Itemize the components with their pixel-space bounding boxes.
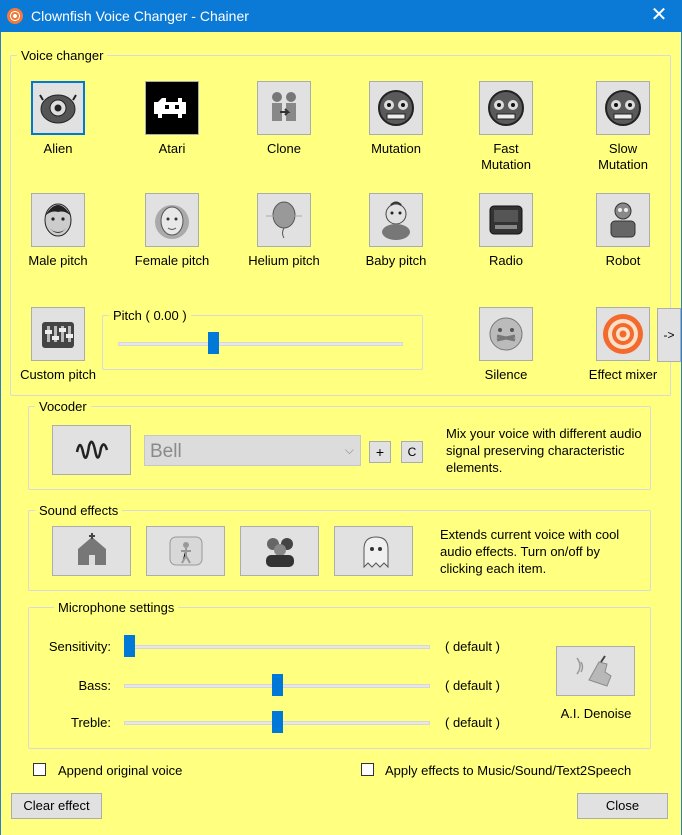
voice-effect-label: Atari xyxy=(158,141,186,156)
vocoder-toggle-button[interactable] xyxy=(52,425,131,475)
voice-effect-robot[interactable] xyxy=(568,193,678,269)
radio-button[interactable] xyxy=(479,193,533,247)
sensitivity-default-text: ( default ) xyxy=(445,639,500,654)
voice-effect-label: Radio xyxy=(489,253,523,268)
vocoder-clear-button[interactable]: C xyxy=(401,441,423,463)
crowd-effect-button[interactable] xyxy=(240,526,319,576)
voice-effect-label: Slow Mutation xyxy=(598,141,648,172)
bass-slider-thumb[interactable] xyxy=(272,674,283,696)
apply-effects-label: Apply effects to Music/Sound/Text2Speech xyxy=(385,763,632,778)
male-face-icon xyxy=(38,200,78,240)
voice-effect-clone[interactable] xyxy=(229,81,339,157)
voice-effect-fast-mutation[interactable] xyxy=(451,81,561,173)
voice-effect-male-pitch[interactable] xyxy=(3,193,113,269)
ai-denoise-button[interactable] xyxy=(556,646,635,696)
vocoder-legend: Vocoder xyxy=(39,399,87,414)
effect-mixer-button[interactable] xyxy=(596,307,650,361)
cave-icon xyxy=(166,533,206,569)
robot-icon xyxy=(603,200,643,240)
voice-effect-label: Clone xyxy=(267,141,301,156)
bass-default-text: ( default ) xyxy=(445,678,500,693)
robot-button[interactable] xyxy=(596,193,650,247)
denoise-icon xyxy=(573,652,619,690)
clone-icon xyxy=(264,88,304,128)
muted-face-icon xyxy=(486,314,526,354)
atari-button[interactable] xyxy=(145,81,199,135)
female-face-icon xyxy=(152,200,192,240)
voice-effect-atari[interactable] xyxy=(117,81,227,157)
sensitivity-label: Sensitivity: xyxy=(48,639,111,654)
baby-icon xyxy=(376,200,416,240)
baby-pitch-button[interactable] xyxy=(369,193,423,247)
voice-effect-label: Helium pitch xyxy=(248,253,320,268)
mutation-button[interactable] xyxy=(369,81,423,135)
vocoder-signal-select[interactable] xyxy=(144,435,361,466)
sensitivity-slider-thumb[interactable] xyxy=(124,635,135,657)
voice-effect-label: Effect mixer xyxy=(588,367,658,382)
voice-effect-silence[interactable] xyxy=(451,307,561,383)
voice-effect-female-pitch[interactable] xyxy=(117,193,227,269)
space-invader-icon xyxy=(146,82,198,134)
ghost-icon xyxy=(354,533,394,569)
dialog-body xyxy=(0,32,682,835)
balloon-icon xyxy=(264,200,304,240)
mixer-console-icon xyxy=(38,314,78,354)
voice-effect-label: Female pitch xyxy=(134,253,210,268)
alien-icon xyxy=(38,88,78,128)
voice-effect-radio[interactable] xyxy=(451,193,561,269)
clone-button[interactable] xyxy=(257,81,311,135)
vocoder-selected-value: Bell xyxy=(150,441,182,462)
close-button[interactable]: Close xyxy=(577,793,668,819)
voice-effect-label: Baby pitch xyxy=(365,253,427,268)
fast-mutation-button[interactable] xyxy=(479,81,533,135)
alien-button[interactable] xyxy=(31,81,85,135)
voice-effect-label: Fast Mutation xyxy=(481,141,531,172)
append-original-voice-checkbox[interactable] xyxy=(33,763,46,776)
silence-button[interactable] xyxy=(479,307,533,361)
window-title: Clownfish Voice Changer - Chainer xyxy=(31,8,249,24)
pitch-slider-track[interactable] xyxy=(118,342,403,346)
voice-effect-label: Alien xyxy=(43,141,73,156)
pitch-group xyxy=(102,308,423,370)
vocoder-description: Mix your voice with different audio signal preserving characteristic elements. xyxy=(446,426,642,475)
spiral-icon xyxy=(601,312,645,356)
male-pitch-button[interactable] xyxy=(31,193,85,247)
voice-effect-label: Custom pitch xyxy=(20,367,96,382)
next-page-button[interactable]: -> xyxy=(657,308,681,362)
clownfish-logo-icon xyxy=(7,8,23,24)
ghost-effect-button[interactable] xyxy=(334,526,413,576)
mutant-face-icon xyxy=(603,88,643,128)
church-effect-button[interactable] xyxy=(52,526,131,576)
custom-pitch-button[interactable] xyxy=(31,307,85,361)
voice-effect-custom-pitch[interactable] xyxy=(3,307,113,383)
voice-effect-label: Robot xyxy=(605,253,641,268)
apply-effects-checkbox[interactable] xyxy=(361,763,374,776)
voice-effect-label: Silence xyxy=(484,367,528,382)
cave-effect-button[interactable] xyxy=(146,526,225,576)
chevron-down-icon: ⌵ xyxy=(344,443,354,457)
waveform-icon xyxy=(53,426,130,474)
church-icon xyxy=(72,533,112,569)
bass-label: Bass: xyxy=(78,678,111,693)
voice-effect-alien[interactable] xyxy=(3,81,113,157)
treble-default-text: ( default ) xyxy=(445,715,500,730)
voice-effect-label: Male pitch xyxy=(28,253,88,268)
clear-effect-button[interactable]: Clear effect xyxy=(11,793,102,819)
voice-effect-label: Mutation xyxy=(371,141,421,156)
vocoder-add-button[interactable]: + xyxy=(369,441,391,463)
treble-label: Treble: xyxy=(71,715,111,730)
mutant-face-icon xyxy=(486,88,526,128)
pitch-label: Pitch ( 0.00 ) xyxy=(113,308,187,323)
voice-effect-slow-mutation[interactable] xyxy=(568,81,678,173)
voice-changer-legend: Voice changer xyxy=(21,48,104,63)
female-pitch-button[interactable] xyxy=(145,193,199,247)
crowd-icon xyxy=(260,533,300,569)
voice-effect-mutation[interactable] xyxy=(341,81,451,157)
mutant-face-icon xyxy=(376,88,416,128)
voice-effect-baby-pitch[interactable] xyxy=(341,193,451,269)
helium-pitch-button[interactable] xyxy=(257,193,311,247)
append-original-voice-label: Append original voice xyxy=(58,763,183,778)
voice-effect-helium-pitch[interactable] xyxy=(229,193,339,269)
sound-effects-description: Extends current voice with cool audio effects. Turn on/off by clicking each item. xyxy=(440,527,620,576)
sound-effects-legend: Sound effects xyxy=(39,503,119,518)
pitch-slider-thumb[interactable] xyxy=(208,332,219,354)
close-window-icon[interactable]: ✕ xyxy=(650,4,668,26)
sensitivity-slider-track[interactable] xyxy=(124,645,430,649)
title-bar xyxy=(0,0,682,32)
treble-slider-thumb[interactable] xyxy=(272,711,283,733)
ai-denoise-label: A.I. Denoise xyxy=(560,706,632,721)
microphone-settings-legend: Microphone settings xyxy=(58,600,175,615)
radio-icon xyxy=(486,200,526,240)
slow-mutation-button[interactable] xyxy=(596,81,650,135)
